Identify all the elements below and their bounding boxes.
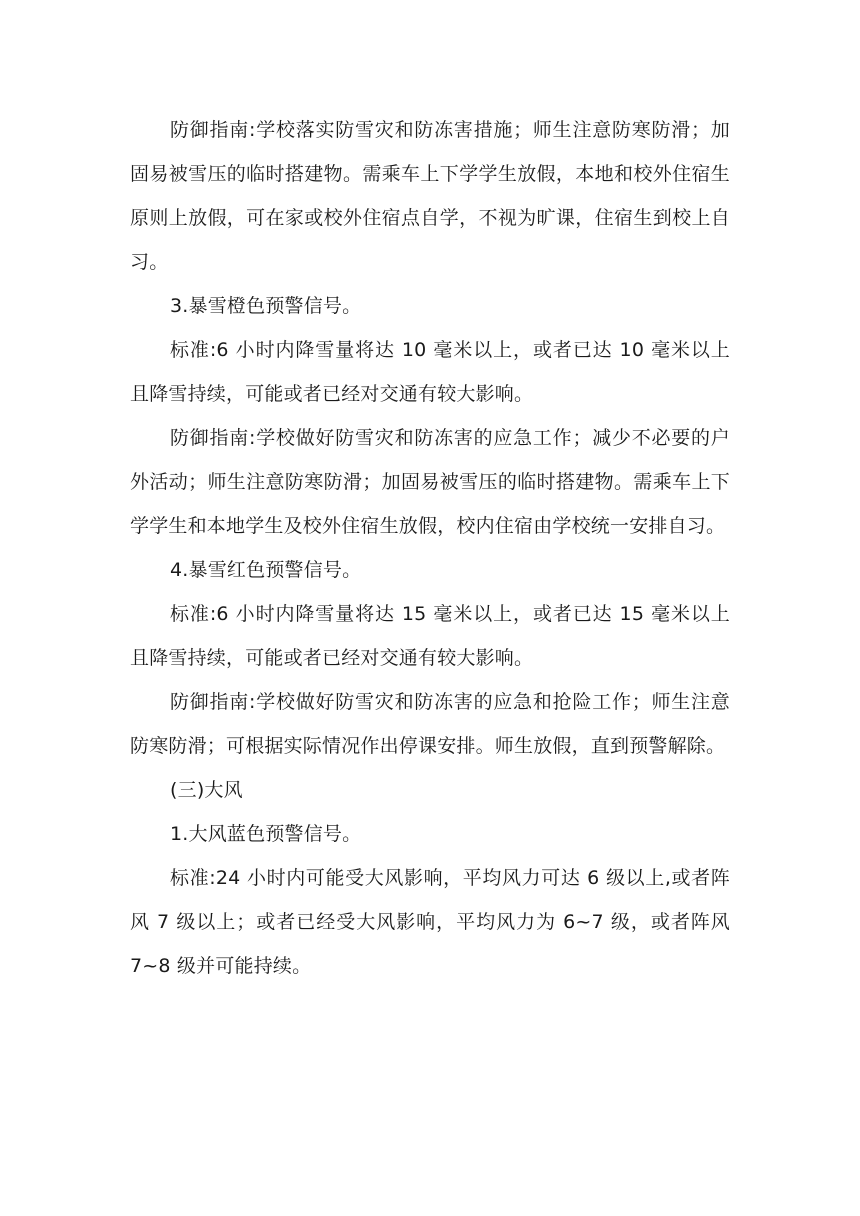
document-page [130, 108, 730, 988]
heading-blizzard-red: 4.暴雪红色预警信号。 [170, 559, 362, 581]
paragraph-blizzard-orange-guide: 防御指南:学校做好防雪灾和防冻害的应急工作；减少不必要的户外活动；师生注意防寒防滑；加固易被雪压的临时搭建物。需乘车上下学学生和本地学生及校外住宿生放假，校内住宿由学校统一安排自习。 [130, 427, 730, 537]
paragraph-blizzard-red-guide: 防御指南:学校做好防雪灾和防冻害的应急和抢险工作；师生注意防寒防滑；可根据实际情况作出停课安排。师生放假，直到预警解除。 [130, 691, 730, 757]
section-heading-strong-wind: (三)大风 [170, 779, 243, 801]
heading-blizzard-orange: 3.暴雪橙色预警信号。 [170, 295, 362, 317]
heading-wind-blue: 1.大风蓝色预警信号。 [170, 823, 362, 845]
paragraph-blizzard-orange-standard: 标准:6 小时内降雪量将达 10 毫米以上，或者已达 10 毫米以上且降雪持续，可能或者已经对交通有较大影响。 [130, 339, 730, 405]
paragraph-blizzard-yellow-guide: 防御指南:学校落实防雪灾和防冻害措施；师生注意防寒防滑；加固易被雪压的临时搭建物。需乘车上下学学生放假，本地和校外住宿生原则上放假，可在家或校外住宿点自学，不视为旷课，住宿生到校上自习。 [130, 119, 730, 273]
paragraph-blizzard-red-standard: 标准:6 小时内降雪量将达 15 毫米以上，或者已达 15 毫米以上且降雪持续，可能或者已经对交通有较大影响。 [130, 603, 730, 669]
paragraph-wind-blue-standard: 标准:24 小时内可能受大风影响，平均风力可达 6 级以上,或者阵风 7 级以上；或者已经受大风影响，平均风力为 6~7 级，或者阵风 7~8 级并可能持续。 [130, 867, 730, 977]
